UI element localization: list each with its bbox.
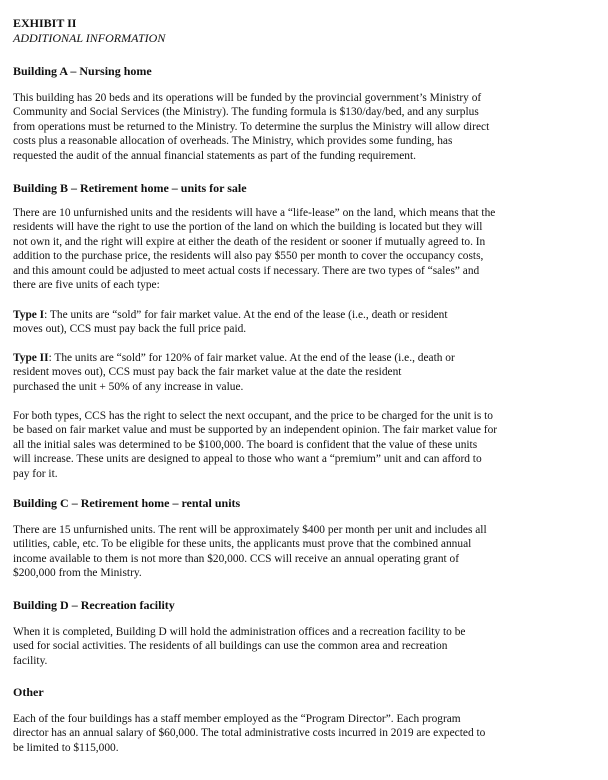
- type-1-paragraph: [13, 308, 448, 337]
- text-line: utilities, cable, etc. To be eligible for these units, the applicants must prove that the combined annual: [13, 538, 472, 551]
- text-line: There are 10 unfurnished units and the residents will have a “life-lease” on the land, which means that the: [13, 207, 496, 219]
- building-c-heading: Building C – Retirement home – rental units: [13, 496, 241, 510]
- text-line: For both types, CCS has the right to select the next occupant, and the price to be charged for the unit is to: [13, 410, 493, 422]
- text-line: Each of the four buildings has a staff member employed as the “Program Director”. Each program: [13, 713, 461, 725]
- exhibit-subtitle: ADDITIONAL INFORMATION: [13, 31, 166, 45]
- text-line: requested the audit of the annual financial statements as part of the funding requirement.: [13, 149, 416, 162]
- text-line: there are five units of each type:: [13, 279, 160, 292]
- building-d-paragraph: [13, 625, 465, 668]
- text-line: This building has 20 beds and its operations will be funded by the provincial government’s Ministry of: [13, 92, 482, 104]
- text-line: moves out), CCS must pay back the full price paid.: [13, 323, 247, 336]
- text-line: When it is completed, Building D will hold the administration offices and a recreation facility to be: [13, 626, 466, 638]
- text-line: from operations must be returned to the Ministry. To determine the surplus the Ministry will allow direct: [13, 120, 490, 133]
- text-line: $200,000 from the Ministry.: [13, 567, 142, 580]
- building-b-closing: [13, 409, 497, 481]
- building-a-heading: Building A – Nursing home: [13, 64, 152, 78]
- text-line: addition to the purchase price, the residents will also pay $550 per month to cover the occupancy costs,: [13, 250, 484, 263]
- text-line: costs plus a reasonable allocation of overheads. The Ministry, which provides some funding, has: [13, 135, 453, 148]
- text-line: not own it, and the right will expire at either the death of the resident or sooner if mutually agreed to. In: [13, 235, 486, 248]
- text-line: be based on fair market value and must be supported by an independent opinion. The fair market value for: [13, 424, 498, 437]
- text-line: Type I: The units are “sold” for fair market value. At the end of the lease (i.e., death or resident: [13, 309, 448, 321]
- building-b-intro: [13, 206, 495, 292]
- building-c-paragraph: [13, 523, 487, 581]
- type-2-paragraph: [13, 351, 455, 394]
- text-line: director has an annual salary of $60,000. The total administrative costs incurred in 2019 are expected to: [13, 727, 486, 740]
- building-d-heading: Building D – Recreation facility: [13, 598, 175, 612]
- text-line: be limited to $115,000.: [13, 741, 119, 754]
- text-line: and this amount could be adjusted to meet actual costs if necessary. There are two types of “sales” and: [13, 264, 480, 277]
- text-line: There are 15 unfurnished units. The rent will be approximately $400 per month per unit and includes all: [13, 524, 487, 536]
- text-line: residents will have the right to use the portion of the land on which the building is located but they will: [13, 221, 483, 234]
- exhibit-title: EXHIBIT II: [13, 16, 77, 30]
- type-1-label: Type I: [13, 309, 45, 321]
- text-line: Type II: The units are “sold” for 120% of fair market value. At the end of the lease (i.e., death or: [13, 352, 455, 364]
- text-line: pay for it.: [13, 467, 58, 480]
- text-line: resident moves out), CCS must pay back the fair market value at the date the resident: [13, 366, 402, 379]
- text-line: facility.: [13, 654, 48, 667]
- text-line: income available to them is not more than $20,000. CCS will receive an annual operating grant of: [13, 552, 460, 565]
- text-line: purchased the unit + 50% of any increase in value.: [13, 380, 244, 393]
- other-heading: Other: [13, 685, 44, 699]
- type-2-label: Type II: [13, 352, 49, 364]
- text-line: will increase. These units are designed to appeal to those who want a “premium” unit and can afford to: [13, 453, 482, 466]
- other-paragraph: [13, 712, 485, 755]
- building-a-paragraph: [13, 91, 489, 163]
- text-line: used for social activities. The residents of all buildings can use the common area and recreation: [13, 640, 448, 653]
- building-b-heading: Building B – Retirement home – units for sale: [13, 181, 247, 195]
- text-line: Community and Social Services (the Ministry). The funding formula is $130/day/bed, and any surplus: [13, 106, 479, 119]
- text-line: all the initial sales was determined to be $100,000. The board is confident that the value of these units: [13, 438, 478, 451]
